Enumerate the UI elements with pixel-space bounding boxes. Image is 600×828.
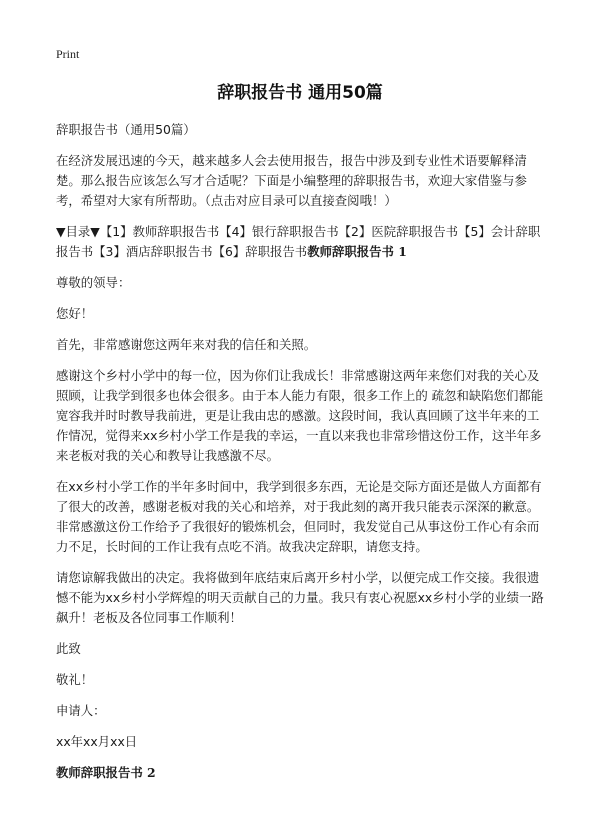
toc-link-5[interactable]: 【5】会计辞职报告书	[56, 224, 541, 259]
toc-link-4[interactable]: 【4】银行辞职报告书	[219, 224, 339, 239]
intro-paragraph: 在经济发展迅速的今天，越来越多人会去使用报告，报告中涉及到专业性术语要解释清楚。那么报告应该怎么写才合适呢？下面是小编整理的辞职报告书，欢迎大家借鉴与参考，希望对大家有所帮助。（点击对应目录可以直接查阅哦！）	[56, 153, 527, 208]
print-link[interactable]: Print	[56, 47, 80, 61]
body-paragraph-2: 感谢这个乡村小学中的每一位，因为你们让我成长！非常感谢这两年来您们对我的关心及照顾，让我学到很多也体会很多。由于本人能力有限，很多工作上的 疏忽和缺陷您们都能宽容我并时时教导我前进，更是让我由忠的感激。这段时间，我认真回顾了这半年来的工作情况，觉得来xx乡村小学工作是我的幸运，一直以来我也非常珍惜这份工作，这半年多来老板对我的关心和教导让我感激不尽。	[56, 368, 544, 463]
section-heading-1: 教师辞职报告书 1	[307, 244, 407, 259]
applicant-label: 申请人：	[56, 703, 106, 718]
page-title: 辞职报告书 通用50篇	[217, 83, 383, 103]
toc-link-1[interactable]: 【1】教师辞职报告书	[99, 224, 220, 239]
closing-line-2: 敬礼！	[56, 672, 94, 687]
table-of-contents	[56, 222, 548, 262]
toc-link-6[interactable]: 【6】辞职报告书	[212, 244, 308, 259]
body-paragraph-3: 在xx乡村小学工作的半年多时间中，我学到很多东西，无论是交际方面还是做人方面都有了很大的改善，感谢老板对我的关心和培养，对于我此刻的离开我只能表示深深的歉意。非常感激这份工作给予了我很好的锻炼机会，但同时，我发觉自己从事这份工作心有余而力不足，长时间的工作让我有点吃不消。故我决定辞职，请您支持。	[56, 479, 542, 554]
toc-link-3[interactable]: 【3】酒店辞职报告书	[93, 244, 213, 259]
toc-link-2[interactable]: 【2】医院辞职报告书	[338, 224, 459, 239]
document-subtitle: 辞职报告书（通用50篇）	[56, 122, 196, 137]
closing-line-1: 此致	[56, 641, 81, 656]
date-line: xx年xx月xx日	[56, 734, 138, 749]
body-paragraph-1: 首先，非常感谢您这两年来对我的信任和关照。	[56, 337, 317, 352]
section-heading-2: 教师辞职报告书 2	[56, 765, 156, 780]
greeting: 您好！	[56, 306, 94, 321]
toc-prefix: ▼目录▼	[56, 224, 100, 239]
document-body	[56, 120, 548, 794]
body-paragraph-4: 请您谅解我做出的决定。我将做到年底结束后离开乡村小学，以便完成工作交接。我很遗憾不能为xx乡村小学辉煌的明天贡献自己的力量。我只有衷心祝愿xx乡村小学的业绩一路飙升！老板及各位同事工作顺利！	[56, 570, 544, 625]
salutation: 尊敬的领导：	[56, 275, 131, 290]
